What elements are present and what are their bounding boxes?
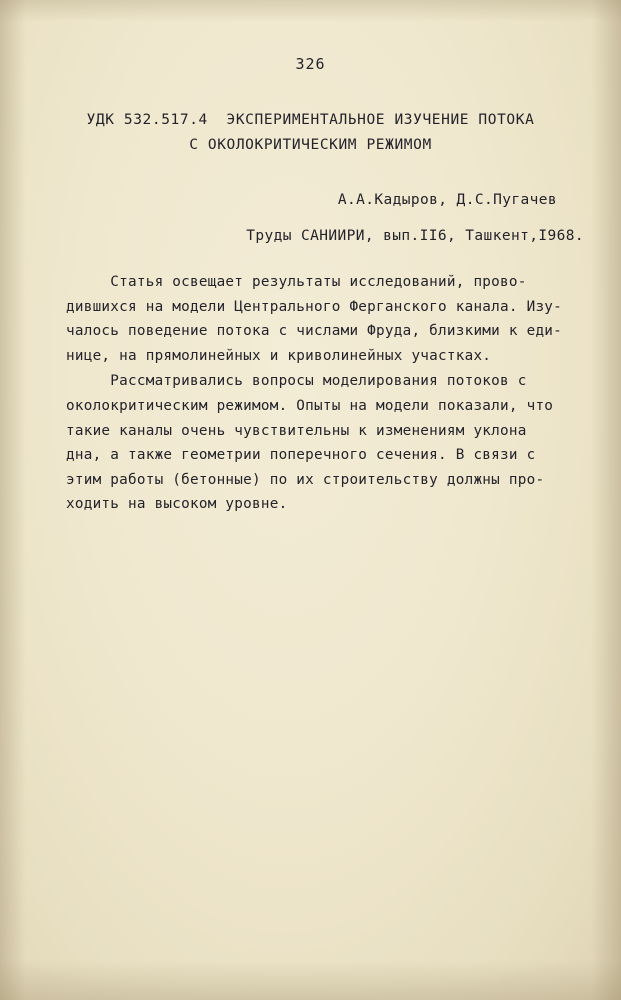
article-title-line-1: УДК 532.517.4 ЭКСПЕРИМЕНТАЛЬНОЕ ИЗУЧЕНИЕ ПОТОКА: [86, 112, 535, 128]
article-title-line-2: С ОКОЛОКРИТИЧЕСКИМ РЕЖИМОМ: [189, 137, 432, 153]
abstract-line: Рассматривались вопросы моделирования потоков с: [66, 373, 527, 390]
abstract-line: Статья освещает результаты исследований, прово-: [66, 274, 527, 290]
abstract-line: дна, а также геометрии поперечного сечения. В связи с: [66, 447, 536, 464]
article-source-reference: Труды САНИИРИ, вып.II6, Ташкент,I968.: [246, 228, 584, 244]
article-abstract: [66, 270, 563, 517]
abstract-line: этим работы (бетонные) по их строительству должны про-: [66, 471, 545, 488]
abstract-paragraph-1: [66, 270, 563, 368]
abstract-paragraph-2: [66, 369, 558, 517]
page-number: 326: [295, 55, 326, 73]
abstract-line: околокритическим режимом. Опыты на модели показали, что: [66, 397, 554, 414]
abstract-line: такие каналы очень чувствительны к изменениям уклона: [66, 422, 527, 439]
abstract-line: чалось поведение потока с числами Фруда, близкими к еди-: [66, 323, 563, 340]
abstract-line: дившихся на модели Центрального Ферганского канала. Изу-: [66, 298, 563, 315]
article-title: [0, 108, 621, 158]
abstract-line: ходить на высоком уровне.: [66, 496, 288, 513]
abstract-line: нице, на прямолинейных и криволинейных участках.: [66, 347, 492, 364]
article-authors: А.А.Кадыров, Д.С.Пугачев: [337, 192, 557, 208]
